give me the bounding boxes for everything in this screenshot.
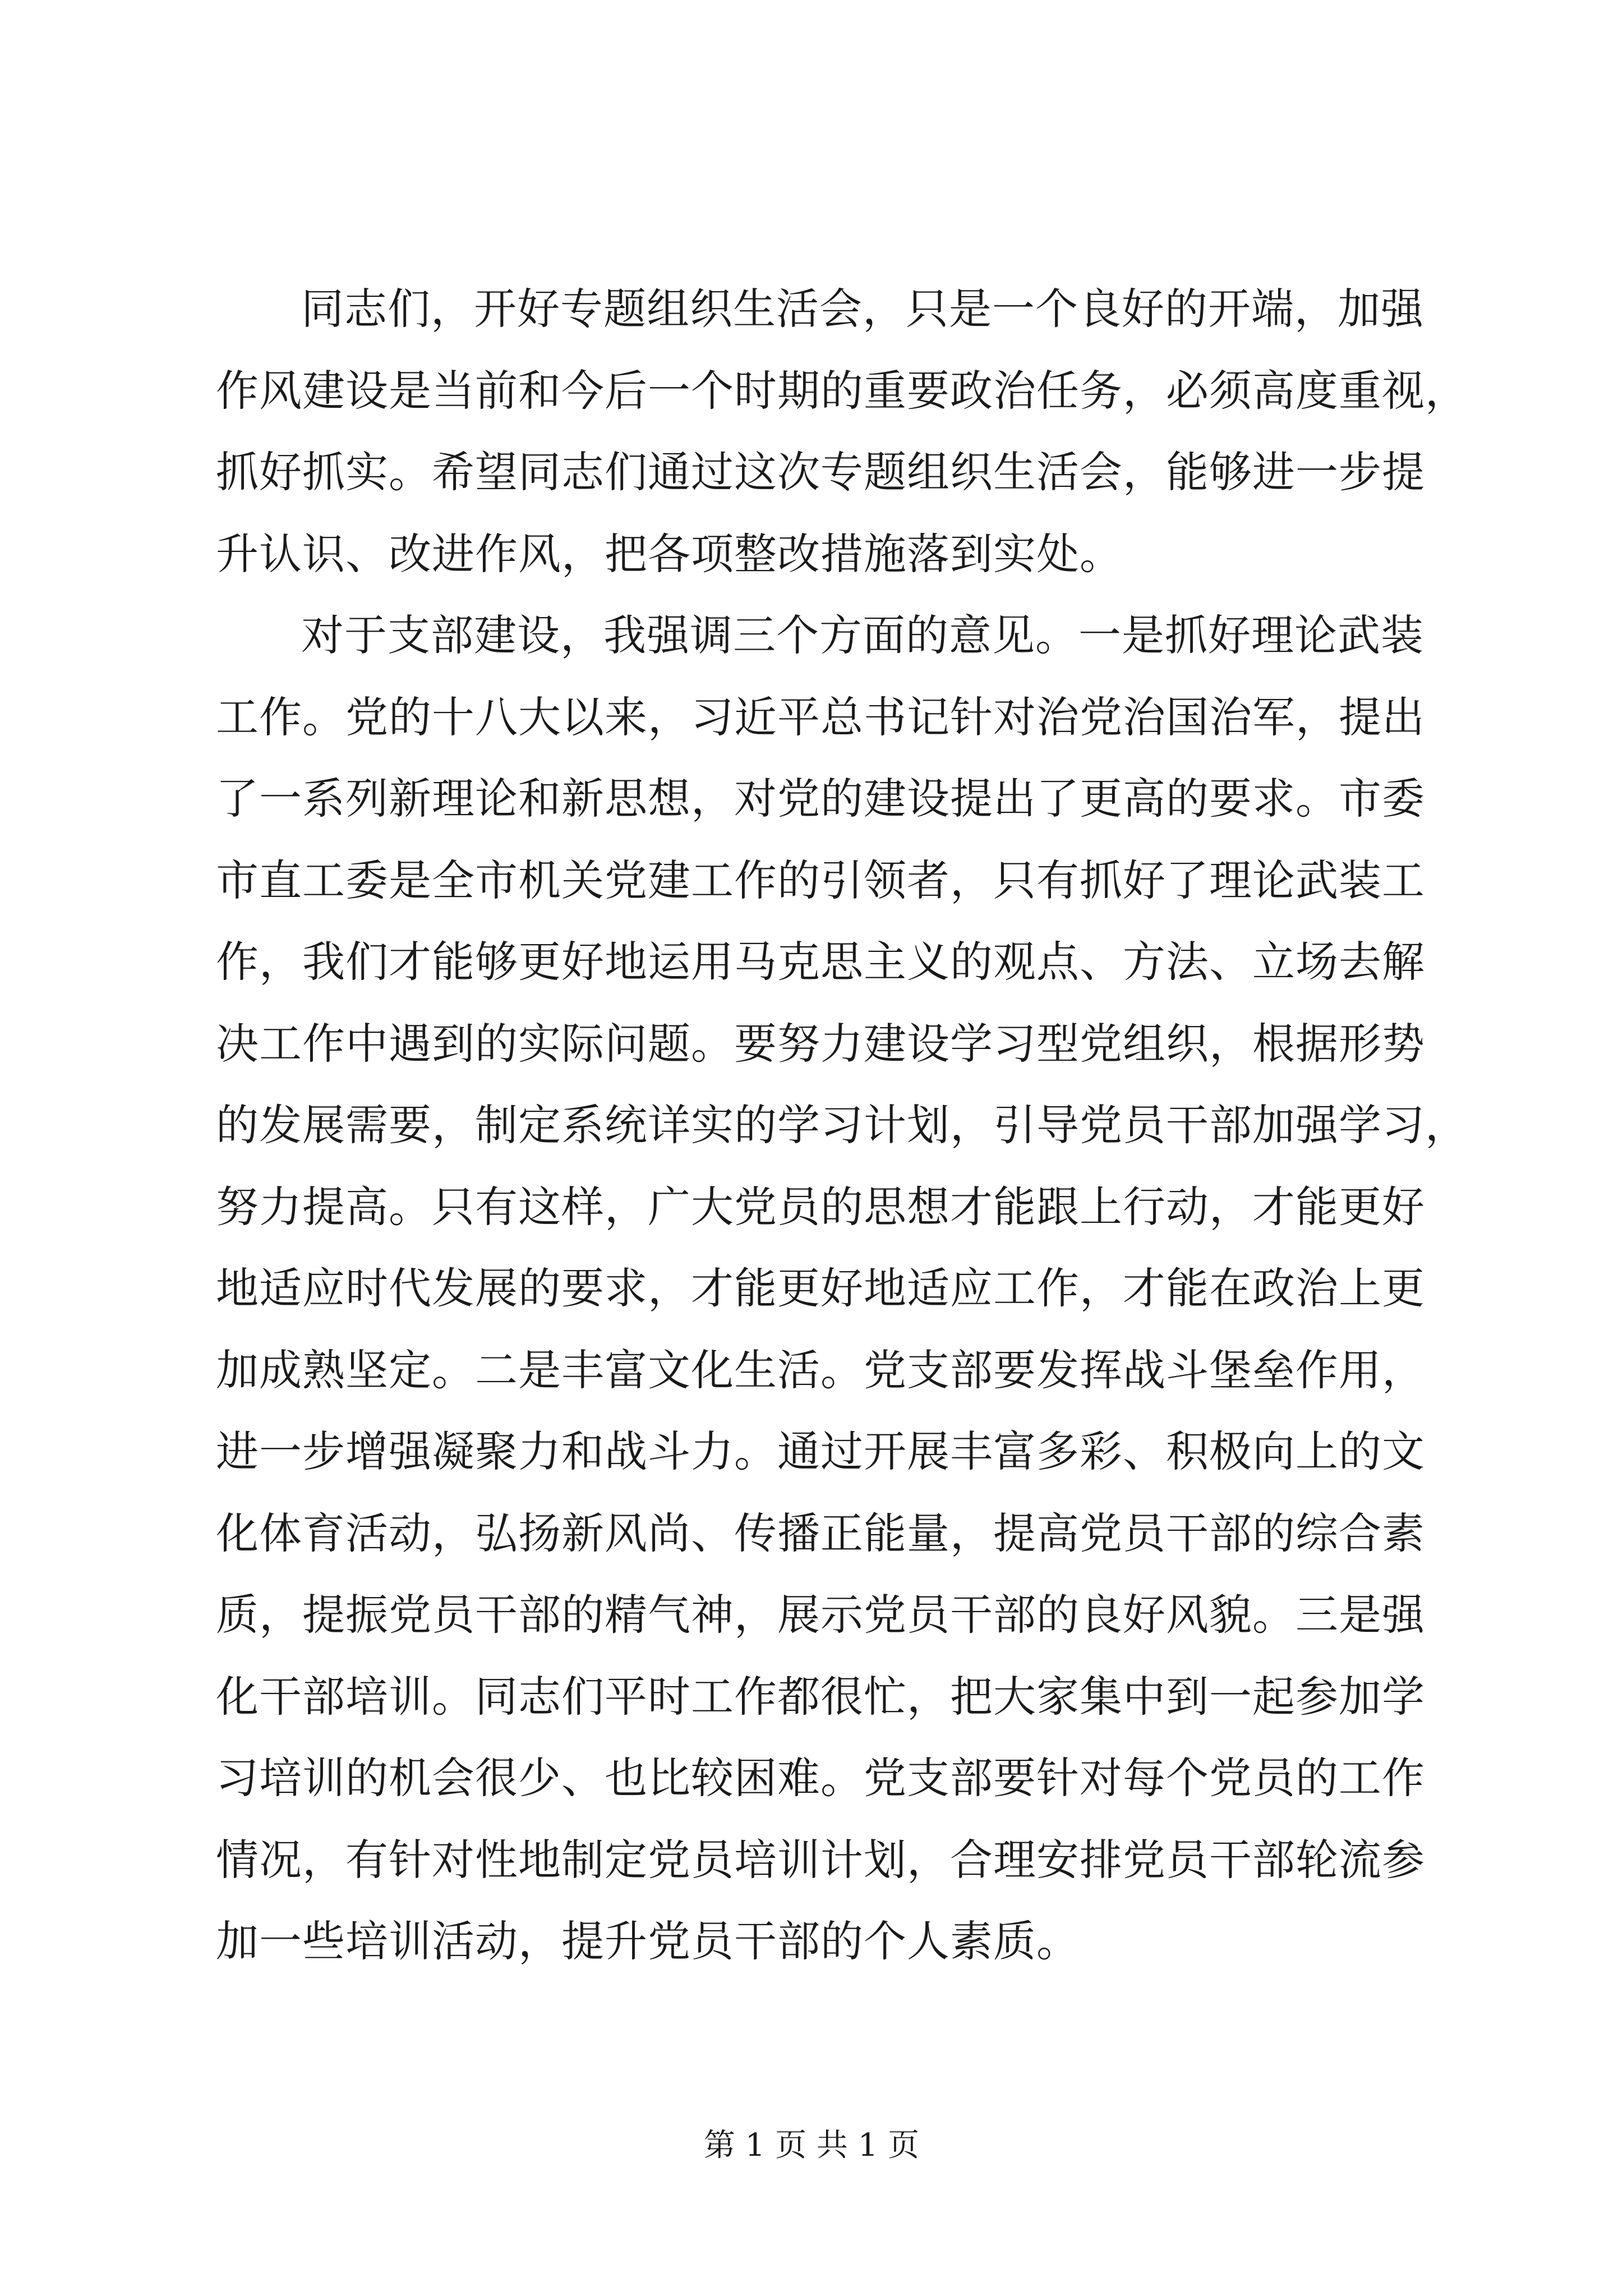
text-line: 化干部培训。同志们平时工作都很忙，把大家集中到一起参加学 [216, 1671, 1425, 1722]
text-line: 同志们，开好专题组织生活会，只是一个良好的开端，加强 [301, 284, 1424, 334]
text-line: 质，提振党员干部的精气神，展示党员干部的良好风貌。三是强 [216, 1590, 1425, 1640]
text-line: 加一些培训活动，提升党员干部的个人素质。 [216, 1916, 1080, 1966]
text-line: 化体育活动，弘扬新风尚、传播正能量，提高党员干部的综合素 [216, 1508, 1425, 1558]
text-line: 决工作中遇到的实际问题。要努力建设学习型党组织，根据形势 [216, 1018, 1425, 1069]
text-line: 习培训的机会很少、也比较困难。党支部要针对每个党员的工作 [216, 1753, 1425, 1803]
text-line: 作风建设是当前和今后一个时期的重要政治任务，必须高度重视， [216, 365, 1468, 416]
text-line: 了一系列新理论和新思想，对党的建设提出了更高的要求。市委 [216, 774, 1425, 823]
text-line: 作，我们才能够更好地运用马克思主义的观点、方法、立场去解 [216, 937, 1425, 987]
page-number-footer: 第 1 页 共 1 页 [703, 2127, 920, 2164]
text-line: 抓好抓实。希望同志们通过这次专题组织生活会，能够进一步提 [216, 447, 1425, 497]
text-line: 地适应时代发展的要求，才能更好地适应工作，才能在政治上更 [216, 1263, 1425, 1313]
text-line: 加成熟坚定。二是丰富文化生活。党支部要发挥战斗堡垒作用， [216, 1345, 1425, 1395]
text-line: 进一步增强凝聚力和战斗力。通过开展丰富多彩、积极向上的文 [216, 1427, 1425, 1476]
text-line: 工作。党的十八大以来，习近平总书记针对治党治国治军，提出 [216, 692, 1425, 742]
text-line: 努力提高。只有这样，广大党员的思想才能跟上行动，才能更好 [216, 1181, 1425, 1232]
text-line: 对于支部建设，我强调三个方面的意见。一是抓好理论武装 [301, 610, 1424, 660]
text-line: 的发展需要，制定系统详实的学习计划，引导党员干部加强学习， [216, 1100, 1468, 1150]
text-line: 市直工委是全市机关党建工作的引领者，只有抓好了理论武装工 [216, 855, 1425, 905]
text-line: 情况，有针对性地制定党员培训计划，合理安排党员干部轮流参 [216, 1834, 1425, 1885]
document-body [216, 268, 1468, 1982]
text-line: 升认识、改进作风，把各项整改措施落到实处。 [216, 528, 1123, 579]
